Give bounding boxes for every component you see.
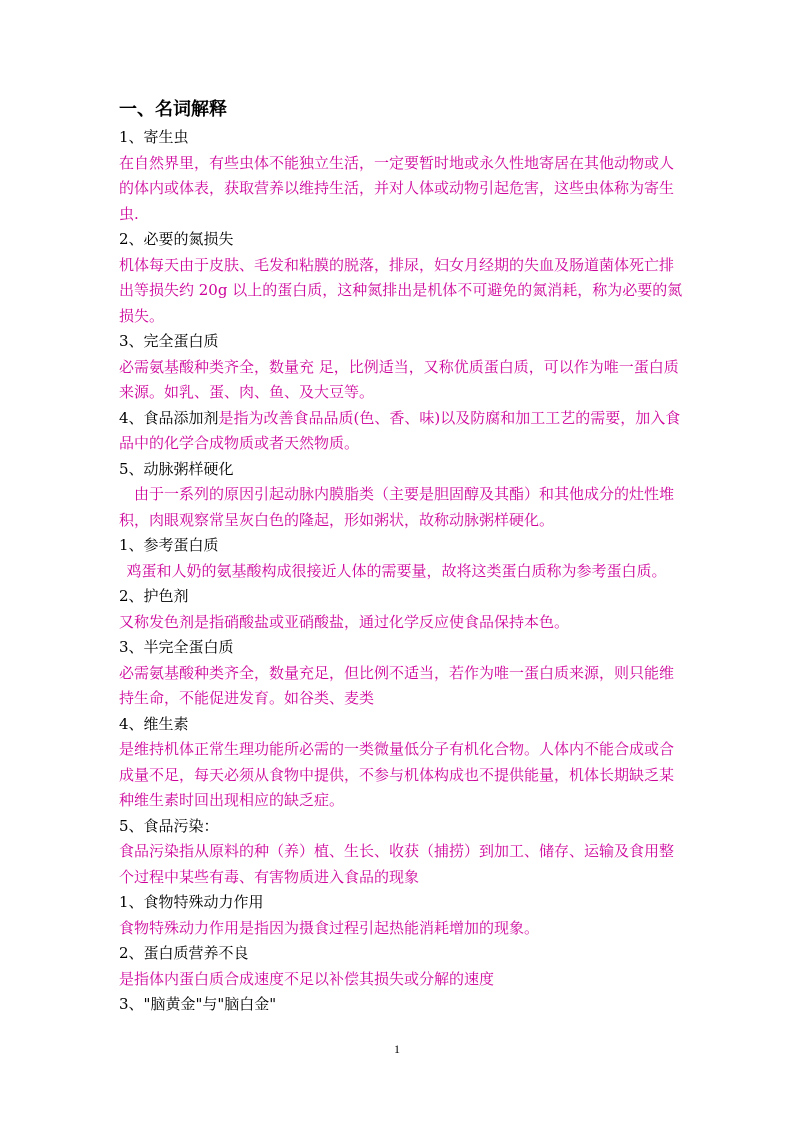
term-color-fixative: 2、护色剂: [119, 587, 189, 605]
definition-necessary-nitrogen-loss: 机体每天由于皮肤、毛发和粘膜的脱落，排尿，妇女月经期的失血及肠道菌体死亡排出等损失约 20g 以上的蛋白质，这种氮排出是机体不可避免的氮消耗，称为必要的氮损失。: [119, 255, 683, 325]
entry-food-additive: [119, 406, 685, 457]
page-number: 1: [394, 1042, 400, 1056]
term-parasite: 1、寄生虫: [119, 128, 189, 146]
definition-vitamin: 是维持机体正常生理功能所必需的一类微量低分子有机化合物。人体内不能合成或合成量不足，每天必须从食物中提供，不参与机体构成也不提供能量，机体长期缺乏某种维生素时回出现相应的缺乏症。: [119, 740, 675, 809]
definition-food-contamination: 食品污染指从原料的种（养）植、生长、收获（捕捞）到加工、储存、运输及食用整个过程中某些有毒、有害物质进入食品的现象: [119, 842, 675, 886]
definition-complete-protein: 必需氨基酸种类齐全，数量充 足，比例适当，又称优质蛋白质，可以作为唯一蛋白质来源。如乳、蛋、肉、鱼、及大豆等。: [119, 357, 679, 401]
term-complete-protein: 3、完全蛋白质: [119, 332, 219, 350]
term-reference-protein: 1、参考蛋白质: [119, 536, 219, 554]
term-protein-malnutrition: 2、蛋白质营养不良: [119, 944, 249, 962]
definition-specific-dynamic-action: 食物特殊动力作用是指因为摄食过程引起热能消耗增加的现象。: [119, 918, 540, 937]
definition-food-additive: 是指为改善食品品质(色、香、味)以及防腐和加工工艺的需要，加入食品中的化学合成物质或者天然物质。: [119, 408, 681, 452]
term-food-contamination: 5、食品污染：: [119, 816, 219, 835]
term-necessary-nitrogen-loss: 2、必要的氮损失: [119, 230, 234, 248]
term-food-additive: 4、食品添加剂: [119, 408, 219, 427]
definition-protein-malnutrition: 是指体内蛋白质合成速度不足以补偿其损失或分解的速度: [119, 969, 495, 988]
definition-semi-complete-protein: 必需氨基酸种类齐全，数量充足，但比例不适当，若作为唯一蛋白质来源，则只能维持生命，不能促进发育。如谷类、麦类: [119, 663, 675, 707]
definition-atherosclerosis: 由于一系列的原因引起动脉内膜脂类（主要是胆固醇及其酯）和其他成分的灶性堆积，肉眼观察常呈灰白色的隆起，形如粥状，故称动脉粥样硬化。: [119, 485, 675, 529]
definition-color-fixative: 又称发色剂是指硝酸盐或亚硝酸盐，通过化学反应使食品保持本色。: [119, 612, 570, 631]
definition-reference-protein: 鸡蛋和人奶的氨基酸构成很接近人体的需要量，故将这类蛋白质称为参考蛋白质。: [126, 561, 667, 580]
term-semi-complete-protein: 3、半完全蛋白质: [119, 638, 234, 656]
term-specific-dynamic-action: 1、食物特殊动力作用: [119, 893, 264, 911]
term-atherosclerosis: 5、动脉粥样硬化: [119, 459, 234, 478]
term-brain-gold: 3、"脑黄金"与"脑白金": [119, 995, 277, 1013]
definition-parasite: 在自然界里，有些虫体不能独立生活，一定要暂时地或永久性地寄居在其他动物或人的体内或体表，获取营养以维持生活，并对人体或动物引起危害，这些虫体称为寄生虫.: [119, 153, 675, 223]
term-vitamin: 4、维生素: [119, 714, 189, 733]
section-heading: 一、名词解释: [119, 99, 227, 120]
document-content: [119, 96, 685, 1018]
